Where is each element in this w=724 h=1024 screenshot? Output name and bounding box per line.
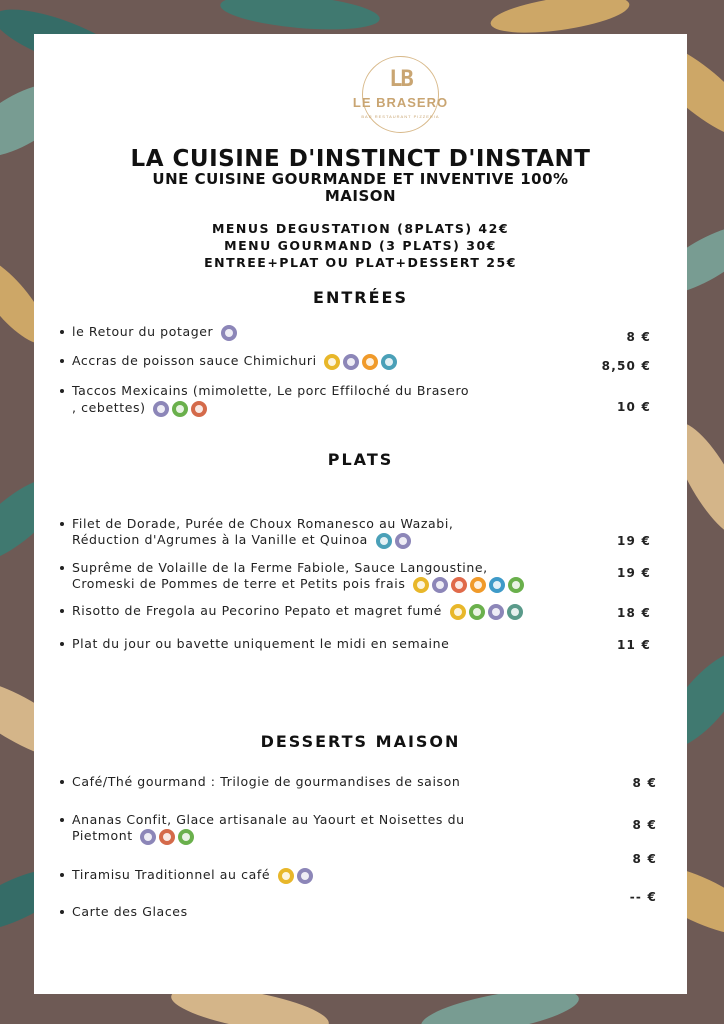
- sesame-icon: [507, 604, 523, 620]
- menu-item: [72, 867, 597, 884]
- item-price: 19 €: [616, 534, 651, 548]
- item-price: 10 €: [616, 400, 651, 414]
- menu-item: [72, 353, 597, 370]
- bullet: [60, 566, 64, 570]
- gluten-icon: [413, 577, 429, 593]
- lait-icon: [153, 401, 169, 417]
- menu-item: [72, 324, 597, 341]
- bullet: [60, 818, 64, 822]
- bullet: [60, 910, 64, 914]
- bullet: [60, 522, 64, 526]
- lait-icon: [140, 829, 156, 845]
- bullet: [60, 330, 64, 334]
- item-price: 8 €: [632, 776, 657, 790]
- item-name: Café/Thé gourmand : Trilogie de gourmandises de saison: [72, 774, 461, 789]
- item-price: 11 €: [616, 638, 651, 652]
- menu-item-continued: [72, 576, 627, 593]
- bullet: [60, 642, 64, 646]
- item-name-line-1: Suprême de Volaille de la Ferme Fabiole, Sauce Langoustine,: [72, 560, 488, 575]
- item-name-line-2: Cromeski de Pommes de terre et Petits pois frais: [72, 576, 406, 591]
- celeri-icon: [508, 577, 524, 593]
- oeuf-icon: [470, 577, 486, 593]
- item-name: Carte des Glaces: [72, 904, 188, 919]
- item-name-line-2: Pietmont: [72, 828, 133, 843]
- oeuf-icon: [362, 354, 378, 370]
- bullet: [60, 359, 64, 363]
- mollusques-icon: [489, 577, 505, 593]
- item-name-line-1: Ananas Confit, Glace artisanale au Yaourt et Noisettes du: [72, 812, 465, 827]
- menu-item: [72, 516, 595, 532]
- menu-item: [72, 904, 597, 920]
- item-name-line-1: Filet de Dorade, Purée de Choux Romanesco au Wazabi,: [72, 516, 454, 531]
- item-price: 8 €: [632, 852, 657, 866]
- celeri-icon: [172, 401, 188, 417]
- bullet: [60, 389, 64, 393]
- crustaces-icon: [451, 577, 467, 593]
- menu-item-continued: [72, 400, 597, 417]
- bullet: [60, 609, 64, 613]
- subtitle-line-1: UNE CUISINE GOURMANDE ET INVENTIVE 100%: [152, 170, 569, 188]
- page-title: LA CUISINE D'INSTINCT D'INSTANT: [130, 146, 591, 172]
- item-price: 8 €: [632, 818, 657, 832]
- item-price: -- €: [629, 890, 657, 904]
- item-name-line-2: , cebettes): [72, 400, 146, 415]
- logo-monogram: LB: [389, 67, 412, 92]
- logo-name: LE BRASERO: [352, 95, 449, 110]
- menu-card: [34, 34, 687, 994]
- restaurant-logo: [352, 56, 449, 133]
- item-price: 18 €: [616, 606, 651, 620]
- bullet: [60, 873, 64, 877]
- lait-icon: [297, 868, 313, 884]
- lait-icon: [395, 533, 411, 549]
- section-title-plats: PLATS: [327, 450, 394, 469]
- item-name: le Retour du potager: [72, 324, 214, 339]
- item-name-line-2: Réduction d'Agrumes à la Vanille et Quinoa: [72, 532, 368, 547]
- gluten-icon: [324, 354, 340, 370]
- item-name: Risotto de Fregola au Pecorino Pepato et magret fumé: [72, 603, 442, 618]
- poisson-icon: [376, 533, 392, 549]
- subtitle-line-2: MAISON: [324, 187, 397, 205]
- item-price: 19 €: [616, 566, 651, 580]
- lait-icon: [488, 604, 504, 620]
- gluten-icon: [278, 868, 294, 884]
- menu-offer-1: MENUS DEGUSTATION (8PLATS) 42€: [211, 221, 510, 236]
- menu-item: [72, 383, 597, 399]
- item-name: Accras de poisson sauce Chimichuri: [72, 353, 317, 368]
- item-name: Tiramisu Traditionnel au café: [72, 867, 271, 882]
- menu-item: [72, 560, 595, 576]
- menu-item: [72, 812, 591, 828]
- fruits-a-coque-icon: [191, 401, 207, 417]
- item-name: Plat du jour ou bavette uniquement le midi en semaine: [72, 636, 450, 651]
- lait-icon: [343, 354, 359, 370]
- item-price: 8 €: [626, 330, 651, 344]
- gluten-icon: [450, 604, 466, 620]
- bullet: [60, 780, 64, 784]
- item-price: 8,50 €: [601, 359, 651, 373]
- celeri-icon: [469, 604, 485, 620]
- lait-icon: [221, 325, 237, 341]
- menu-item: [72, 774, 597, 790]
- section-title-desserts: DESSERTS MAISON: [260, 732, 461, 751]
- logo-subtitle: BAR RESTAURANT PIZZERIA: [361, 114, 440, 119]
- menu-item-continued: [72, 532, 597, 549]
- poisson-icon: [381, 354, 397, 370]
- menu-offer-2: MENU GOURMAND (3 PLATS) 30€: [224, 238, 497, 253]
- menu-item: [72, 603, 597, 620]
- menu-item: [72, 636, 597, 652]
- celeri-icon: [178, 829, 194, 845]
- menu-item-continued: [72, 828, 597, 845]
- menu-offer-3: ENTREE+PLAT OU PLAT+DESSERT 25€: [204, 255, 517, 270]
- lait-icon: [432, 577, 448, 593]
- item-name-line-1: Taccos Mexicains (mimolette, Le porc Effiloché du Brasero: [72, 383, 470, 398]
- fruits-a-coque-icon: [159, 829, 175, 845]
- section-title-entrees: ENTRÉES: [313, 288, 408, 307]
